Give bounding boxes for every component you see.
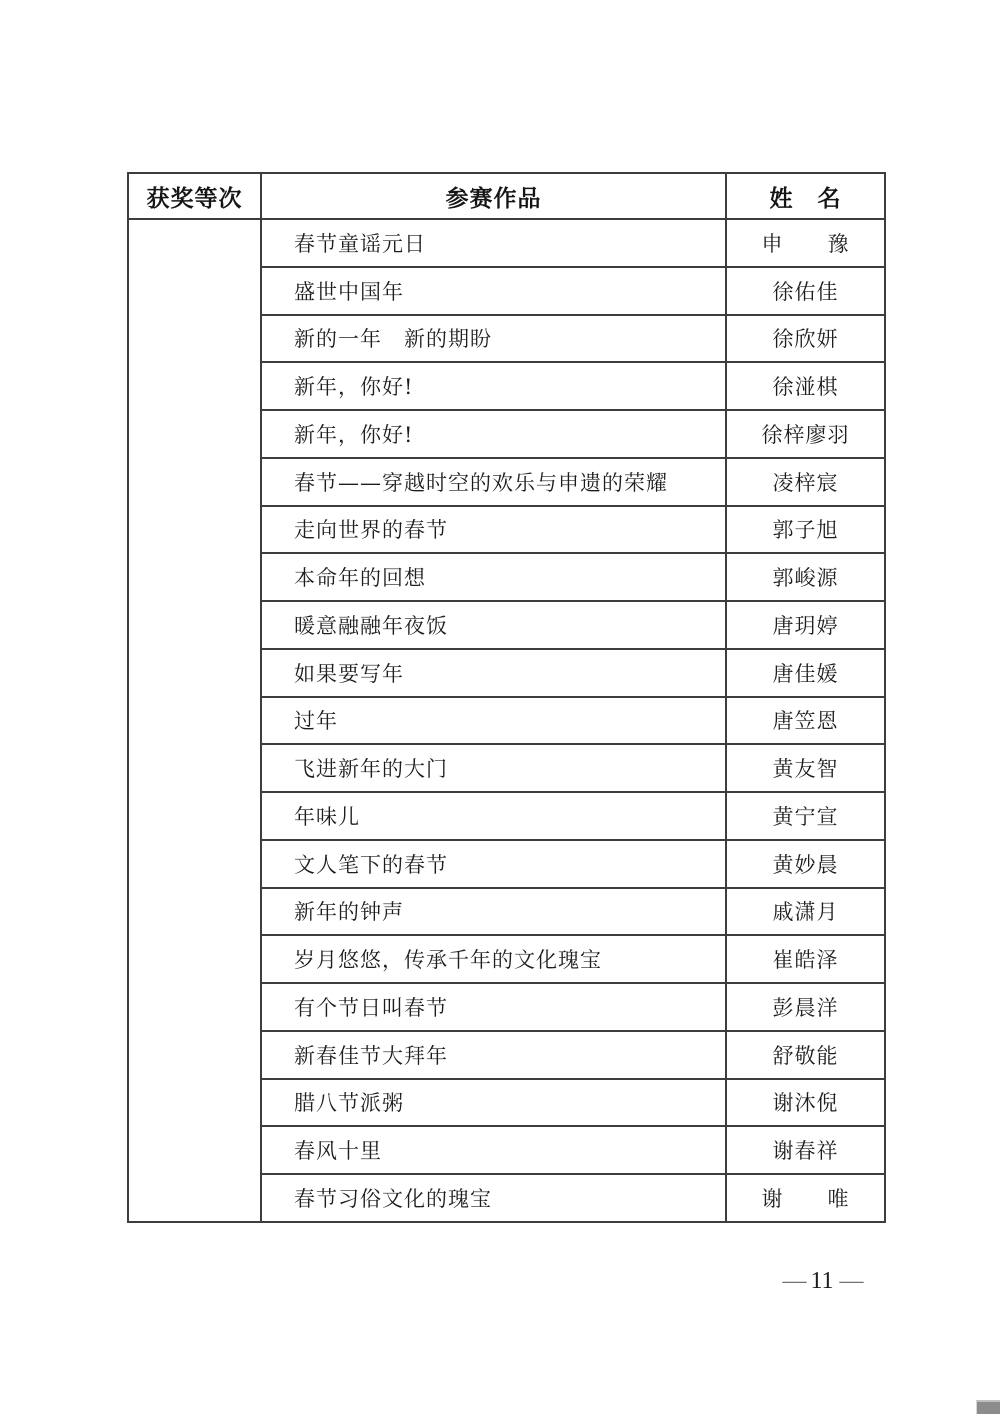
entry-author-name: 黄妙晨 xyxy=(726,840,885,888)
award-table-body xyxy=(128,219,885,1222)
entry-work-title: 飞进新年的大门 xyxy=(261,744,726,792)
page-number xyxy=(762,1268,882,1295)
entry-author-name: 崔皓泽 xyxy=(726,935,885,983)
entry-work-title: 春节习俗文化的瑰宝 xyxy=(261,1174,726,1222)
entry-work-title: 文人笔下的春节 xyxy=(261,840,726,888)
award-level-cell xyxy=(128,219,261,1222)
header-award-level: 获奖等次 xyxy=(128,173,261,219)
entry-work-title: 春风十里 xyxy=(261,1126,726,1174)
entry-work-title: 过年 xyxy=(261,697,726,745)
entry-author-name: 申 豫 xyxy=(726,219,885,267)
entry-author-name: 黄宁宣 xyxy=(726,792,885,840)
page-number-dash-left: — xyxy=(782,1268,805,1294)
entry-author-name: 徐梓廖羽 xyxy=(726,410,885,458)
entry-work-title: 本命年的回想 xyxy=(261,553,726,601)
entry-work-title: 新的一年 新的期盼 xyxy=(261,315,726,363)
header-name: 姓 名 xyxy=(726,173,885,219)
entry-author-name: 徐佑佳 xyxy=(726,267,885,315)
entry-author-name: 戚潇月 xyxy=(726,888,885,936)
entry-author-name: 黄友智 xyxy=(726,744,885,792)
entry-author-name: 徐欣妍 xyxy=(726,315,885,363)
header-entry-work: 参赛作品 xyxy=(261,173,726,219)
entry-author-name: 凌梓宸 xyxy=(726,458,885,506)
entry-work-title: 春节童谣元日 xyxy=(261,219,726,267)
entry-author-name: 唐佳媛 xyxy=(726,649,885,697)
entry-work-title: 新年，你好! xyxy=(261,362,726,410)
entry-work-title: 如果要写年 xyxy=(261,649,726,697)
page-number-dash-right: — xyxy=(839,1268,862,1294)
entry-work-title: 岁月悠悠，传承千年的文化瑰宝 xyxy=(261,935,726,983)
entry-author-name: 郭峻源 xyxy=(726,553,885,601)
entry-work-title: 春节——穿越时空的欢乐与申遗的荣耀 xyxy=(261,458,726,506)
table-row xyxy=(128,219,885,267)
entry-work-title: 走向世界的春节 xyxy=(261,506,726,554)
entry-work-title: 新年的钟声 xyxy=(261,888,726,936)
entry-author-name: 谢春祥 xyxy=(726,1126,885,1174)
entry-work-title: 腊八节派粥 xyxy=(261,1079,726,1127)
entry-work-title: 新年，你好! xyxy=(261,410,726,458)
entry-author-name: 徐湴棋 xyxy=(726,362,885,410)
entry-work-title: 年味儿 xyxy=(261,792,726,840)
entry-work-title: 暖意融融年夜饭 xyxy=(261,601,726,649)
entry-author-name: 郭子旭 xyxy=(726,506,885,554)
entry-author-name: 唐玥婷 xyxy=(726,601,885,649)
entry-author-name: 舒敬能 xyxy=(726,1031,885,1079)
award-table xyxy=(127,172,886,1223)
entry-work-title: 新春佳节大拜年 xyxy=(261,1031,726,1079)
page-number-value: 11 xyxy=(810,1268,834,1294)
scan-artifact-corner-block xyxy=(976,1400,1000,1414)
award-table-header xyxy=(128,173,885,219)
entry-work-title: 盛世中国年 xyxy=(261,267,726,315)
entry-author-name: 唐笠恩 xyxy=(726,697,885,745)
entry-author-name: 彭晨洋 xyxy=(726,983,885,1031)
header-row xyxy=(128,173,885,219)
entry-author-name: 谢 唯 xyxy=(726,1174,885,1222)
entry-work-title: 有个节日叫春节 xyxy=(261,983,726,1031)
entry-author-name: 谢沐倪 xyxy=(726,1079,885,1127)
